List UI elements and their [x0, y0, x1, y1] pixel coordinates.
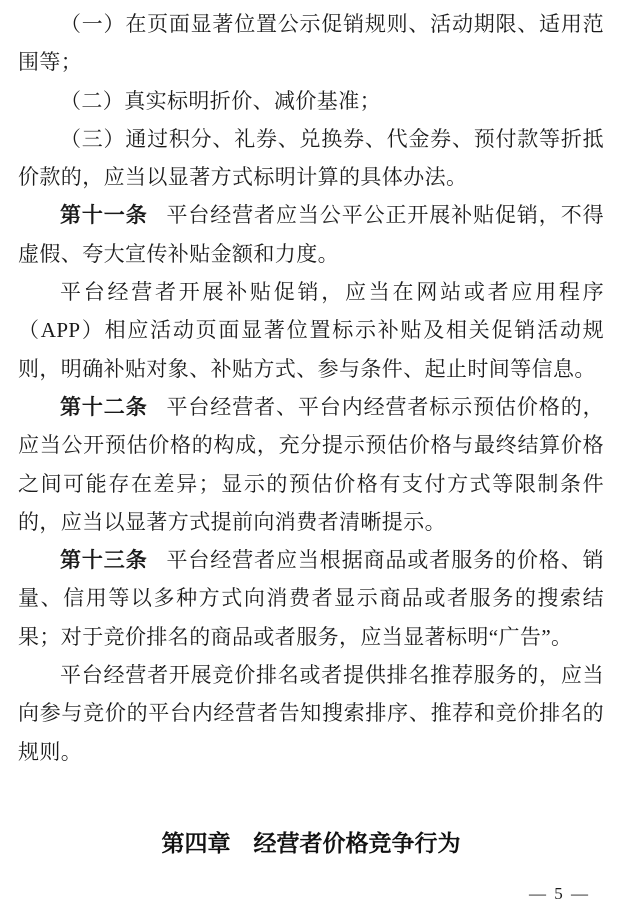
article-11-text: 平台经营者应当公平公正开展补贴促销，不得虚假、夸大宣传补贴金额和力度。: [18, 203, 604, 266]
article-11-number: 第十一条: [60, 203, 148, 228]
article-12: [18, 388, 604, 541]
article-11-paragraph-2: 平台经营者开展补贴促销，应当在网站或者应用程序（APP）相应活动页面显著位置标示补贴及相关促销活动规则，明确补贴对象、补贴方式、参与条件、起止时间等信息。: [18, 280, 604, 381]
article-13: [18, 541, 604, 656]
article-12-text: 平台经营者、平台内经营者标示预估价格的，应当公开预估价格的构成，充分提示预估价格与最终结算价格之间可能存在差异；显示的预估价格有支付方式等限制条件的，应当以显著方式提前向消费者清晰提示。: [18, 394, 604, 534]
article-11: [18, 196, 604, 273]
chapter-heading: 第四章 经营者价格竞争行为: [161, 829, 461, 856]
document-body: [18, 5, 604, 771]
article-13-text: 平台经营者应当根据商品或者服务的价格、销量、信用等以多种方式向消费者显示商品或者服务的搜索结果；对于竞价排名的商品或者服务，应当显著标明“广告”。: [18, 548, 604, 649]
article-12-number: 第十二条: [60, 394, 148, 419]
page-number: — 5 —: [529, 884, 590, 903]
list-item-1: （一）在页面显著位置公示促销规则、活动期限、适用范围等；: [18, 12, 604, 75]
list-item-2: （二）真实标明折价、减价基准；: [60, 88, 381, 113]
article-13-number: 第十三条: [60, 548, 148, 573]
article-13-paragraph-2: 平台经营者开展竞价排名或者提供排名推荐服务的，应当向参与竞价的平台内经营者告知搜索排序、推荐和竞价排名的规则。: [18, 663, 604, 764]
list-item-3: （三）通过积分、礼券、兑换券、代金券、预付款等折抵价款的，应当以显著方式标明计算的具体办法。: [18, 126, 604, 190]
